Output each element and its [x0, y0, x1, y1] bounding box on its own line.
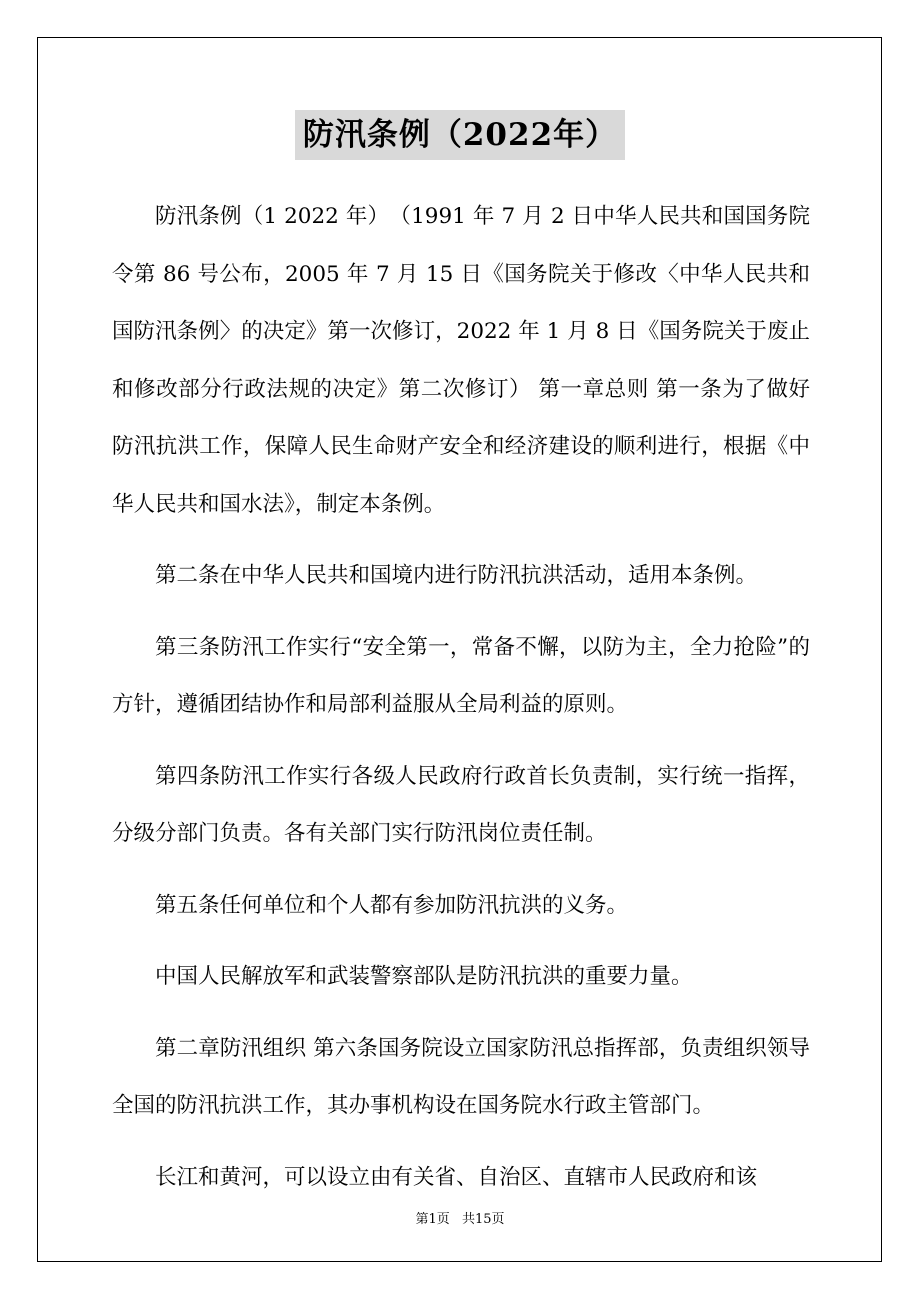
paragraph-1: 防汛条例（1 2022 年） （1991 年 7 月 2 日中华人民共和国国务院令第 86 号公布，2005 年 7 月 15 日《国务院关于修改〈中华人民共和国防汛条例〉的决定》第一次修订，2022 年 1 月 8 日《国务院关于废止和修改部分行政法规的决定》第二次修订） 第一章总则 第一条为了做好防汛抗洪工作，保障人民生命财产安全和经济建设的顺利进行，根据《中华人民共和国水法》，制定本条例。: [112, 204, 810, 517]
paragraph-5: 第五条任何单位和个人都有参加防汛抗洪的义务。: [155, 892, 629, 918]
paragraph-3: 第三条防汛工作实行“安全第一，常备不懈，以防为主，全力抢险”的方针，遵循团结协作和局部利益服从全局利益的原则。: [112, 634, 810, 717]
page-footer: [0, 1208, 920, 1227]
page-number: 第1页: [415, 1212, 450, 1227]
paragraph-7: 第二章防汛组织 第六条国务院设立国家防汛总指挥部，负责组织领导全国的防汛抗洪工作，其办事机构设在国务院水行政主管部门。: [112, 1035, 810, 1118]
paragraph-6: 中国人民解放军和武装警察部队是防汛抗洪的重要力量。: [155, 964, 693, 989]
page-total: 共15页: [461, 1212, 505, 1227]
title-container: [0, 110, 920, 160]
paragraph-4: 第四条防汛工作实行各级人民政府行政首长负责制，实行统一指挥，分级分部门负责。各有关部门实行防汛岗位责任制。: [112, 763, 810, 846]
paragraph-2: 第二条在中华人民共和国境内进行防汛抗洪活动，适用本条例。: [155, 563, 758, 588]
paragraph-8: 长江和黄河，可以设立由有关省、自治区、直辖市人民政府和该: [155, 1164, 758, 1190]
document-title: 防汛条例（2022年）: [295, 110, 625, 160]
document-body: [112, 188, 810, 1220]
